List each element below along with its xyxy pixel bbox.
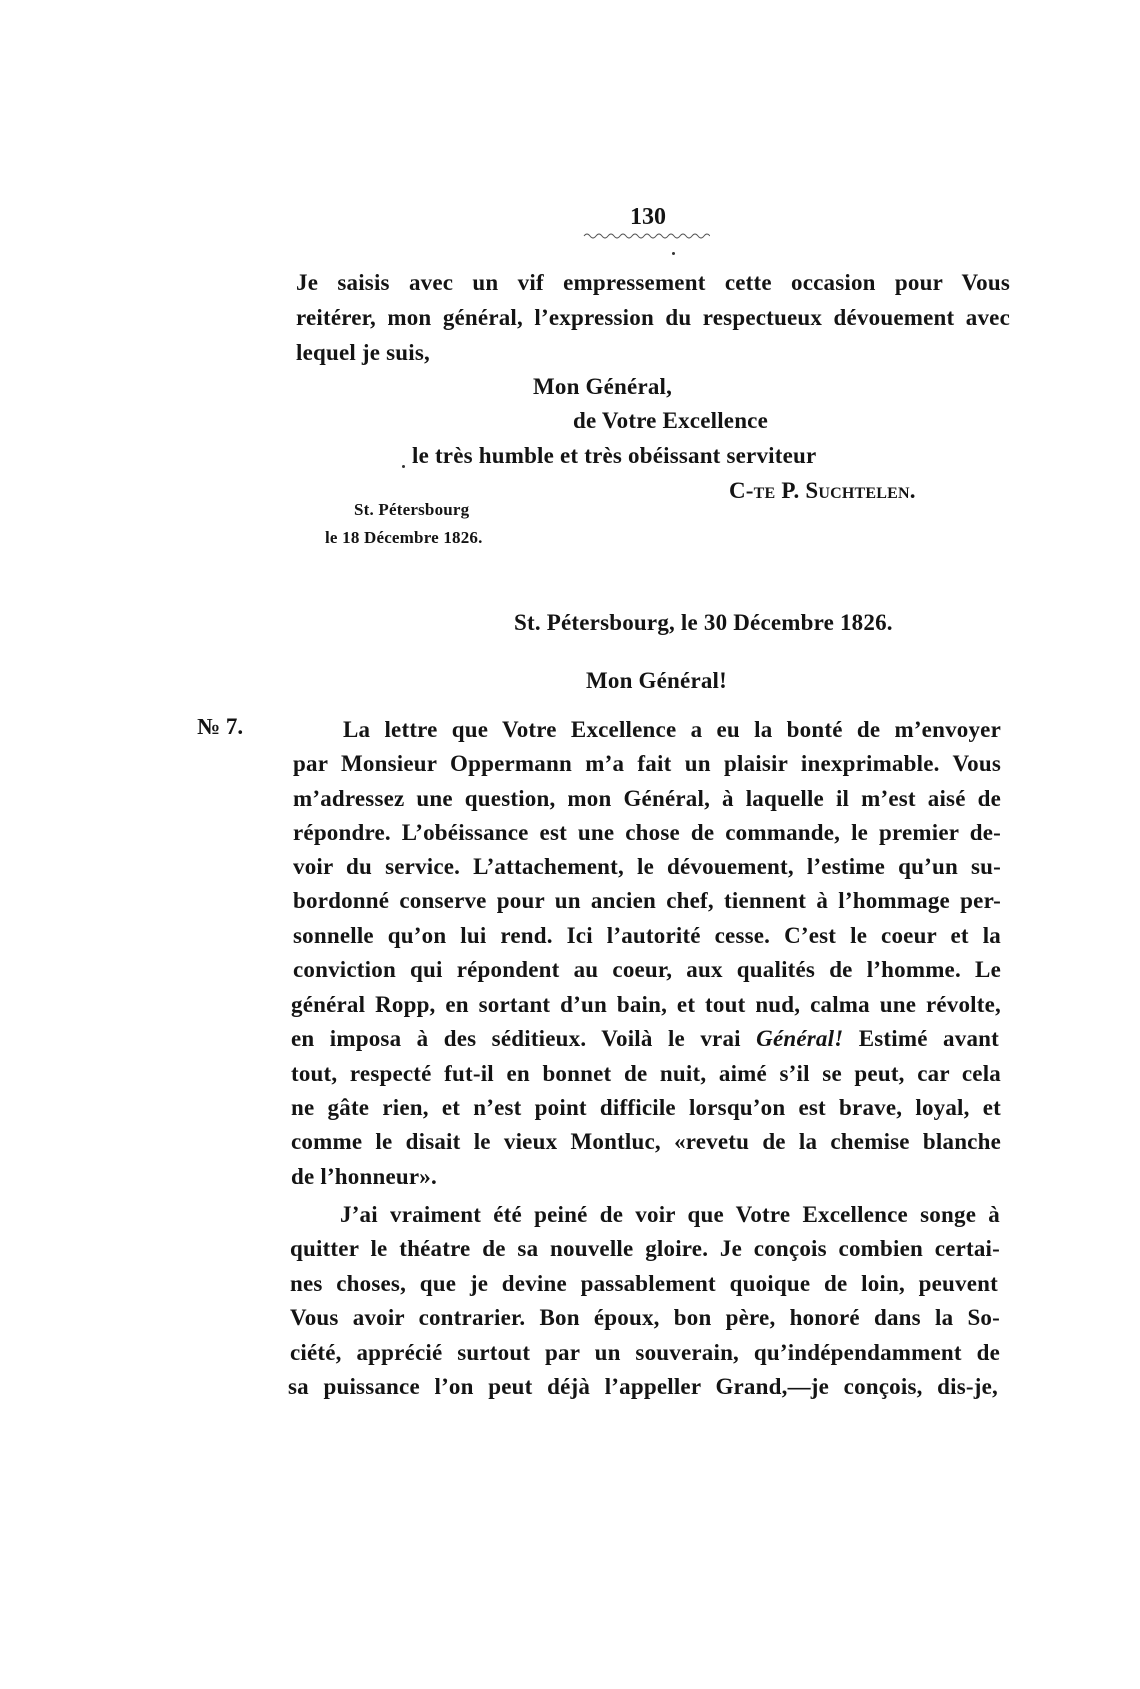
para2-line-2: quitter le théatre de sa nouvelle gloire. Je conçois combien certai- xyxy=(290,1236,1000,1261)
body-line-13: comme le disait le vieux Montluc, «revetu de la chemise blanche xyxy=(291,1129,1001,1154)
para2-line-3: nes choses, que je devine passablement quoique de loin, peuvent xyxy=(290,1271,998,1296)
place-small: St. Pétersbourg xyxy=(354,500,470,519)
page-number: 130 xyxy=(630,204,666,230)
para2-line-6: sa puissance l’on peut déjà l’appeller Grand,—je conçois, dis-je, xyxy=(288,1374,998,1399)
closing-line-3: lequel je suis, xyxy=(296,340,430,365)
salutation-line-3: le très humble et très obéissant serviteur xyxy=(412,443,817,468)
body-line-9: général Ropp, en sortant d’un bain, et tout nud, calma une révolte, xyxy=(291,992,1001,1017)
body-line-8: conviction qui répondent au coeur, aux qualités de l’homme. Le xyxy=(293,957,1001,982)
date-small: le 18 Décembre 1826. xyxy=(325,528,483,547)
body-line-12: ne gâte rien, et n’est point difficile lorsqu’on est brave, loyal, et xyxy=(291,1095,1001,1120)
closing-line-1: Je saisis avec un vif empressement cette occasion pour Vous xyxy=(296,270,1010,295)
stray-dot xyxy=(402,465,405,468)
signature-prefix: C-te xyxy=(729,478,776,503)
body-line-4: répondre. L’obéissance est une chose de commande, le premier de- xyxy=(293,820,1001,845)
salutation-line-1: Mon Général, xyxy=(533,374,673,399)
signature xyxy=(729,476,916,506)
body-line-1: La lettre que Votre Excellence a eu la bonté de m’envoyer xyxy=(343,717,1001,742)
body-line-10 xyxy=(291,1024,999,1054)
ornament-dot xyxy=(672,252,675,255)
para2-line-5: ciété, apprécié surtout par un souverain, qu’indépendamment de xyxy=(290,1340,1000,1365)
letter-number: № 7. xyxy=(197,714,244,739)
body-line-6: bordonné conserve pour un ancien chef, tiennent à l’hommage per- xyxy=(293,888,1001,913)
ornament-rule xyxy=(582,230,710,242)
body-line-10-after: Estimé avant xyxy=(843,1026,999,1051)
closing-line-2: reitérer, mon général, l’expression du respectueux dévouement avec xyxy=(296,305,1010,330)
para2-line-4: Vous avoir contrarier. Bon époux, bon père, honoré dans la So- xyxy=(290,1305,1000,1330)
signature-name: P. Suchtelen. xyxy=(781,478,916,503)
letter-greeting: Mon Général! xyxy=(586,668,728,693)
para2-line-1: J’ai vraiment été peiné de voir que Votre Excellence songe à xyxy=(340,1202,1000,1227)
body-line-2: par Monsieur Oppermann m’a fait un plaisir inexprimable. Vous xyxy=(293,751,1001,776)
body-line-11: tout, respecté fut-il en bonnet de nuit, aimé s’il se peut, car cela xyxy=(291,1061,1001,1086)
body-line-7: sonnelle qu’on lui rend. Ici l’autorité cesse. C’est le coeur et la xyxy=(293,923,1001,948)
body-line-5: voir du service. L’attachement, le dévouement, l’estime qu’un su- xyxy=(293,854,1001,879)
salutation-line-2: de Votre Excellence xyxy=(573,408,768,433)
letter-dateline: St. Pétersbourg, le 30 Décembre 1826. xyxy=(514,610,893,635)
body-line-14: de l’honneur». xyxy=(291,1164,437,1189)
body-line-3: m’adressez une question, mon Général, à laquelle il m’est aisé de xyxy=(293,786,1001,811)
body-line-10-before: en imposa à des séditieux. Voilà le vrai xyxy=(291,1026,757,1051)
body-line-10-italic: Général! xyxy=(756,1026,844,1051)
